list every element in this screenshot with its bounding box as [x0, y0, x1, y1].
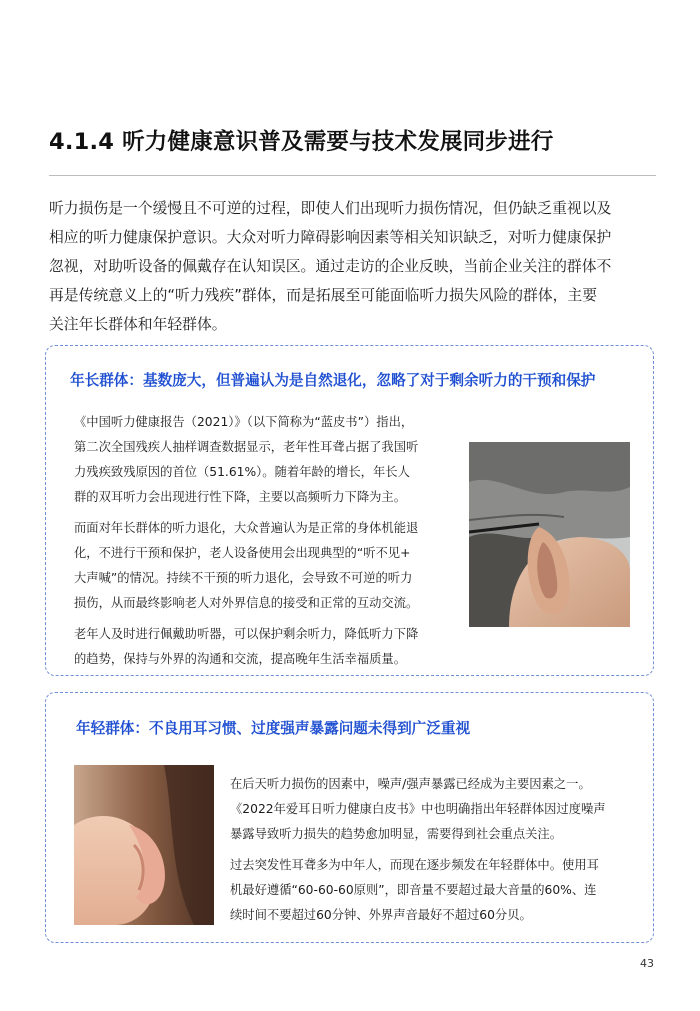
young-group-heading: 年轻群体：不良用耳习惯、过度强声暴露问题未得到广泛重视 [76, 720, 471, 737]
text-line: 《2022年爱耳日听力健康白皮书》中也明确指出年轻群体因过度噪声 [230, 802, 606, 816]
intro-line: 关注年长群体和年轻群体。 [49, 316, 227, 333]
elder-group-text [74, 410, 454, 678]
text-line: 化，不进行干预和保护，老人设备使用会出现典型的“听不见+ [74, 546, 411, 560]
paragraph [74, 516, 454, 616]
intro-line: 听力损伤是一个缓慢且不可逆的过程，即使人们出现听力损伤情况，但仍缺乏重视以及 [49, 200, 612, 217]
text-line: 而面对年长群体的听力退化，大众普遍认为是正常的身体机能退 [74, 521, 419, 535]
text-line: 暴露导致听力损失的趋势愈加明显，需要得到社会重点关注。 [230, 827, 563, 841]
elderly-ear-photo [469, 442, 630, 627]
elder-group-heading: 年长群体：基数庞大，但普遍认为是自然退化，忽略了对于剩余听力的干预和保护 [70, 372, 596, 389]
paragraph [74, 410, 454, 510]
text-line: 大声喊”的情况。持续不干预的听力退化，会导致不可逆的听力 [74, 571, 413, 585]
paragraph [74, 622, 454, 672]
intro-line: 再是传统意义上的“听力残疾”群体，而是拓展至可能面临听力损失风险的群体，主要 [49, 287, 598, 304]
text-line: 续时间不要超过60分钟、外界声音最好不超过60分贝。 [230, 908, 532, 922]
text-line: 群的双耳听力会出现进行性下降，主要以高频听力下降为主。 [74, 490, 407, 504]
intro-line: 相应的听力健康保护意识。大众对听力障碍影响因素等相关知识缺乏，对听力健康保护 [49, 229, 612, 246]
text-line: 第二次全国残疾人抽样调查数据显示，老年性耳聋占据了我国听 [74, 440, 419, 454]
text-line: 的趋势，保持与外界的沟通和交流，提高晚年生活幸福质量。 [74, 652, 407, 666]
text-line: 《中国听力健康报告（2021）》（以下简称为“蓝皮书”）指出， [74, 415, 414, 429]
intro-paragraph [49, 194, 656, 339]
text-line: 力残疾致残原因的首位（51.61%）。随着年龄的增长，年长人 [74, 465, 410, 479]
text-line: 在后天听力损伤的因素中，噪声/强声暴露已经成为主要因素之一。 [230, 777, 591, 791]
young-group-box [45, 692, 654, 943]
text-line: 老年人及时进行佩戴助听器，可以保护剩余听力，降低听力下降 [74, 627, 419, 641]
young-ear-photo [74, 765, 214, 925]
intro-line: 忽视，对助听设备的佩戴存在认知误区。通过走访的企业反映，当前企业关注的群体不 [49, 258, 612, 275]
young-group-text [230, 772, 635, 934]
elder-group-box [45, 345, 654, 676]
paragraph [230, 772, 635, 847]
paragraph [230, 853, 635, 928]
text-line: 机最好遵循“60-60-60原则”，即音量不要超过最大音量的60%、连 [230, 883, 597, 897]
page-number: 43 [640, 957, 654, 970]
title-divider [49, 175, 656, 176]
text-line: 损伤，从而最终影响老人对外界信息的接受和正常的互动交流。 [74, 596, 419, 610]
page-title: 4.1.4 听力健康意识普及需要与技术发展同步进行 [49, 129, 554, 155]
text-line: 过去突发性耳聋多为中年人，而现在逐步频发在年轻群体中。使用耳 [230, 858, 599, 872]
